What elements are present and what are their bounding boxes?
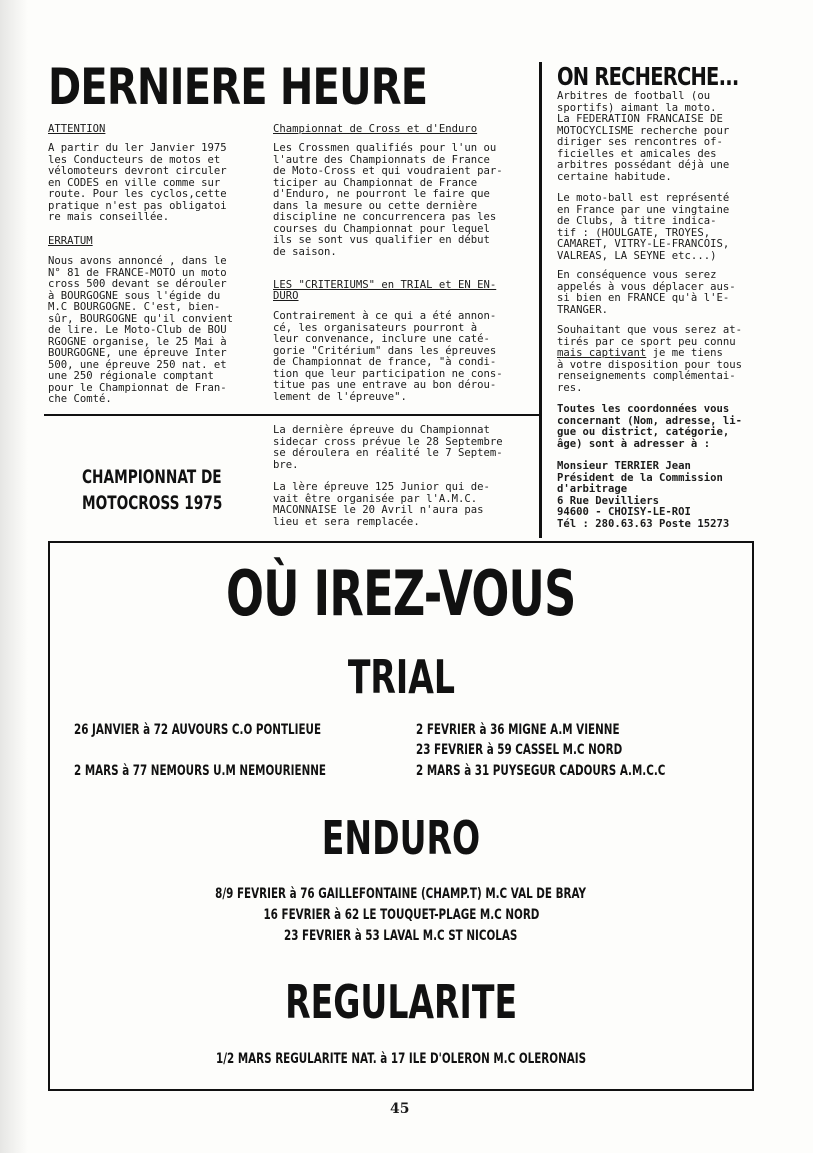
recherche-paragraph-5: Toutes les coordonnées vous concernant (Nom, adresse, li- gue ou district, catégorie, âge) sont à adresser à : xyxy=(557,403,742,450)
contact-address: Monsieur TERRIER Jean Président de la Commission d'arbitrage 6 Rue Devilliers 94600 - CHOISY-LE-ROI Tél : 280.63.63 Poste 15273 xyxy=(557,460,730,530)
criteriums-title-2: DURO xyxy=(273,290,299,302)
championnat-heading-2: MOTOCROSS 1975 xyxy=(82,492,223,514)
regularite-title xyxy=(50,975,752,1029)
enduro-title-text: ENDURO xyxy=(321,811,481,865)
attention-text: A partir du ler Janvier 1975 les Conducteurs de motos et vélomoteurs devront circuler en CODES en ville comme sur route. Pour les cyclos,cette pratique n'est pas obligatoi re mais conseillée. xyxy=(48,142,227,223)
trial-event-right-1: 2 FEVRIER à 36 MIGNE A.M VIENNE xyxy=(416,722,620,738)
trial-event-right-3: 2 MARS à 31 PUYSEGUR CADOURS A.M.C.C xyxy=(416,763,666,779)
page-spine-shadow xyxy=(0,0,28,1153)
enduro-event-3: 23 FEVRIER à 53 LAVAL M.C ST NICOLAS xyxy=(284,928,518,944)
criteriums-text: Contrairement à ce qui a été annon- cé, les organisateurs pourront à leur convenance, inclure une caté- gorie "Critérium" dans les épreuves de Championnat de france, "à condi- tion que leur participation ne cons- titue pas une entrave au bon dérou- lement de l'épreuve". xyxy=(273,310,503,403)
events-box xyxy=(48,541,754,1091)
headline-on-recherche: ON RECHERCHE... xyxy=(557,62,739,91)
trial-event-left-1: 26 JANVIER à 72 AUVOURS C.O PONTLIEUE xyxy=(74,722,322,738)
p4-after: je me tiens à votre disposition pour tous renseignements complémentai- res. xyxy=(557,347,742,394)
column-divider-right xyxy=(539,62,542,538)
sidecar-text: La dernière épreuve du Championnat sidecar cross prévue le 28 Septembre se déroulera en réalité le 7 Septem- bre. xyxy=(273,424,503,471)
trial-event-right-2: 23 FEVRIER à 59 CASSEL M.C NORD xyxy=(416,742,623,758)
headline-derniere-heure: DERNIERE HEURE xyxy=(48,58,428,116)
p4-underlined: mais captivant xyxy=(557,347,647,359)
trial-title xyxy=(50,650,752,704)
championnat-heading-1: CHAMPIONNAT DE xyxy=(82,466,222,488)
enduro-event-1: 8/9 FEVRIER à 76 GAILLEFONTAINE (CHAMP.T) M.C VAL DE BRAY xyxy=(215,886,587,902)
cross-text: Les Crossmen qualifiés pour l'un ou l'autre des Championnats de France de Moto-Cross et qui voudraient par- ticiper au Championnat de France d'Enduro, ne pourront le faire que dans la mesure ou cette dernière discipline ne concurrencera pas les courses du Championnat pour lequel ils se sont vus qualifier en début de saison. xyxy=(273,142,503,258)
section-divider xyxy=(44,414,541,416)
criteriums-title-1: LES "CRITERIUMS" en TRIAL et EN EN- xyxy=(273,279,497,291)
page-number: 45 xyxy=(390,1101,410,1117)
enduro-event-2: 16 FEVRIER à 62 LE TOUQUET-PLAGE M.C NORD xyxy=(263,907,539,923)
enduro-title xyxy=(50,811,752,865)
erratum-title: ERRATUM xyxy=(48,235,93,247)
cross-title: Championnat de Cross et d'Enduro xyxy=(273,123,478,135)
trial-title-text: TRIAL xyxy=(347,650,455,704)
recherche-paragraph-3: En conséquence vous serez appelés à vous déplacer aus- si bien en FRANCE qu'à l'E- TRANGER. xyxy=(557,269,736,316)
junior-text: La lère épreuve 125 Junior qui de- vait être organisée par l'A.M.C. MACONNAISE le 20 Avril n'aura pas lieu et sera remplacée. xyxy=(273,481,490,528)
recherche-paragraph-4 xyxy=(557,325,742,394)
recherche-paragraph-2: Le moto-ball est représenté en France par une vingtaine de Clubs, à titre indica- tif : (HOULGATE, TROYES, CAMARET, VITRY-LE-FRANCOIS, VALREAS, LA SEYNE etc...) xyxy=(557,192,730,262)
trial-event-left-2: 2 MARS à 77 NEMOURS U.M NEMOURIENNE xyxy=(74,763,327,779)
regularite-event-1: 1/2 MARS REGULARITE NAT. à 17 ILE D'OLERON M.C OLERONAIS xyxy=(215,1051,587,1067)
erratum-text: Nous avons annoncé , dans le N° 81 de FRANCE-MOTO un moto cross 500 devant se dérouler à BOURGOGNE sous l'égide du M.C BOURGOGNE. C'est, bien- sûr, BOURGOGNE qu'il convient de lire. Le Moto-Club de BOU RGOGNE organise, le 25 Mai à BOURGOGNE, une épreuve Inter 500, une épreuve 250 nat. et une 250 régionale comptant pour le Championnat de Fran- che Comté. xyxy=(48,255,233,405)
recherche-paragraph-1: Arbitres de football (ou sportifs) aimant la moto. La FEDERATION FRANCAISE DE MOTOCYCLISME recherche pour diriger ses rencontres of- ficielles et amicales des arbitres possédant déjà une certaine habitude. xyxy=(557,90,730,183)
p4-before: Souhaitant que vous serez at- tirés par ce sport peu connu xyxy=(557,324,742,348)
box-title-text: OÙ IREZ-VOUS xyxy=(226,557,576,630)
box-title xyxy=(50,557,752,630)
attention-title: ATTENTION xyxy=(48,123,106,135)
regularite-title-text: REGULARITE xyxy=(284,975,517,1029)
